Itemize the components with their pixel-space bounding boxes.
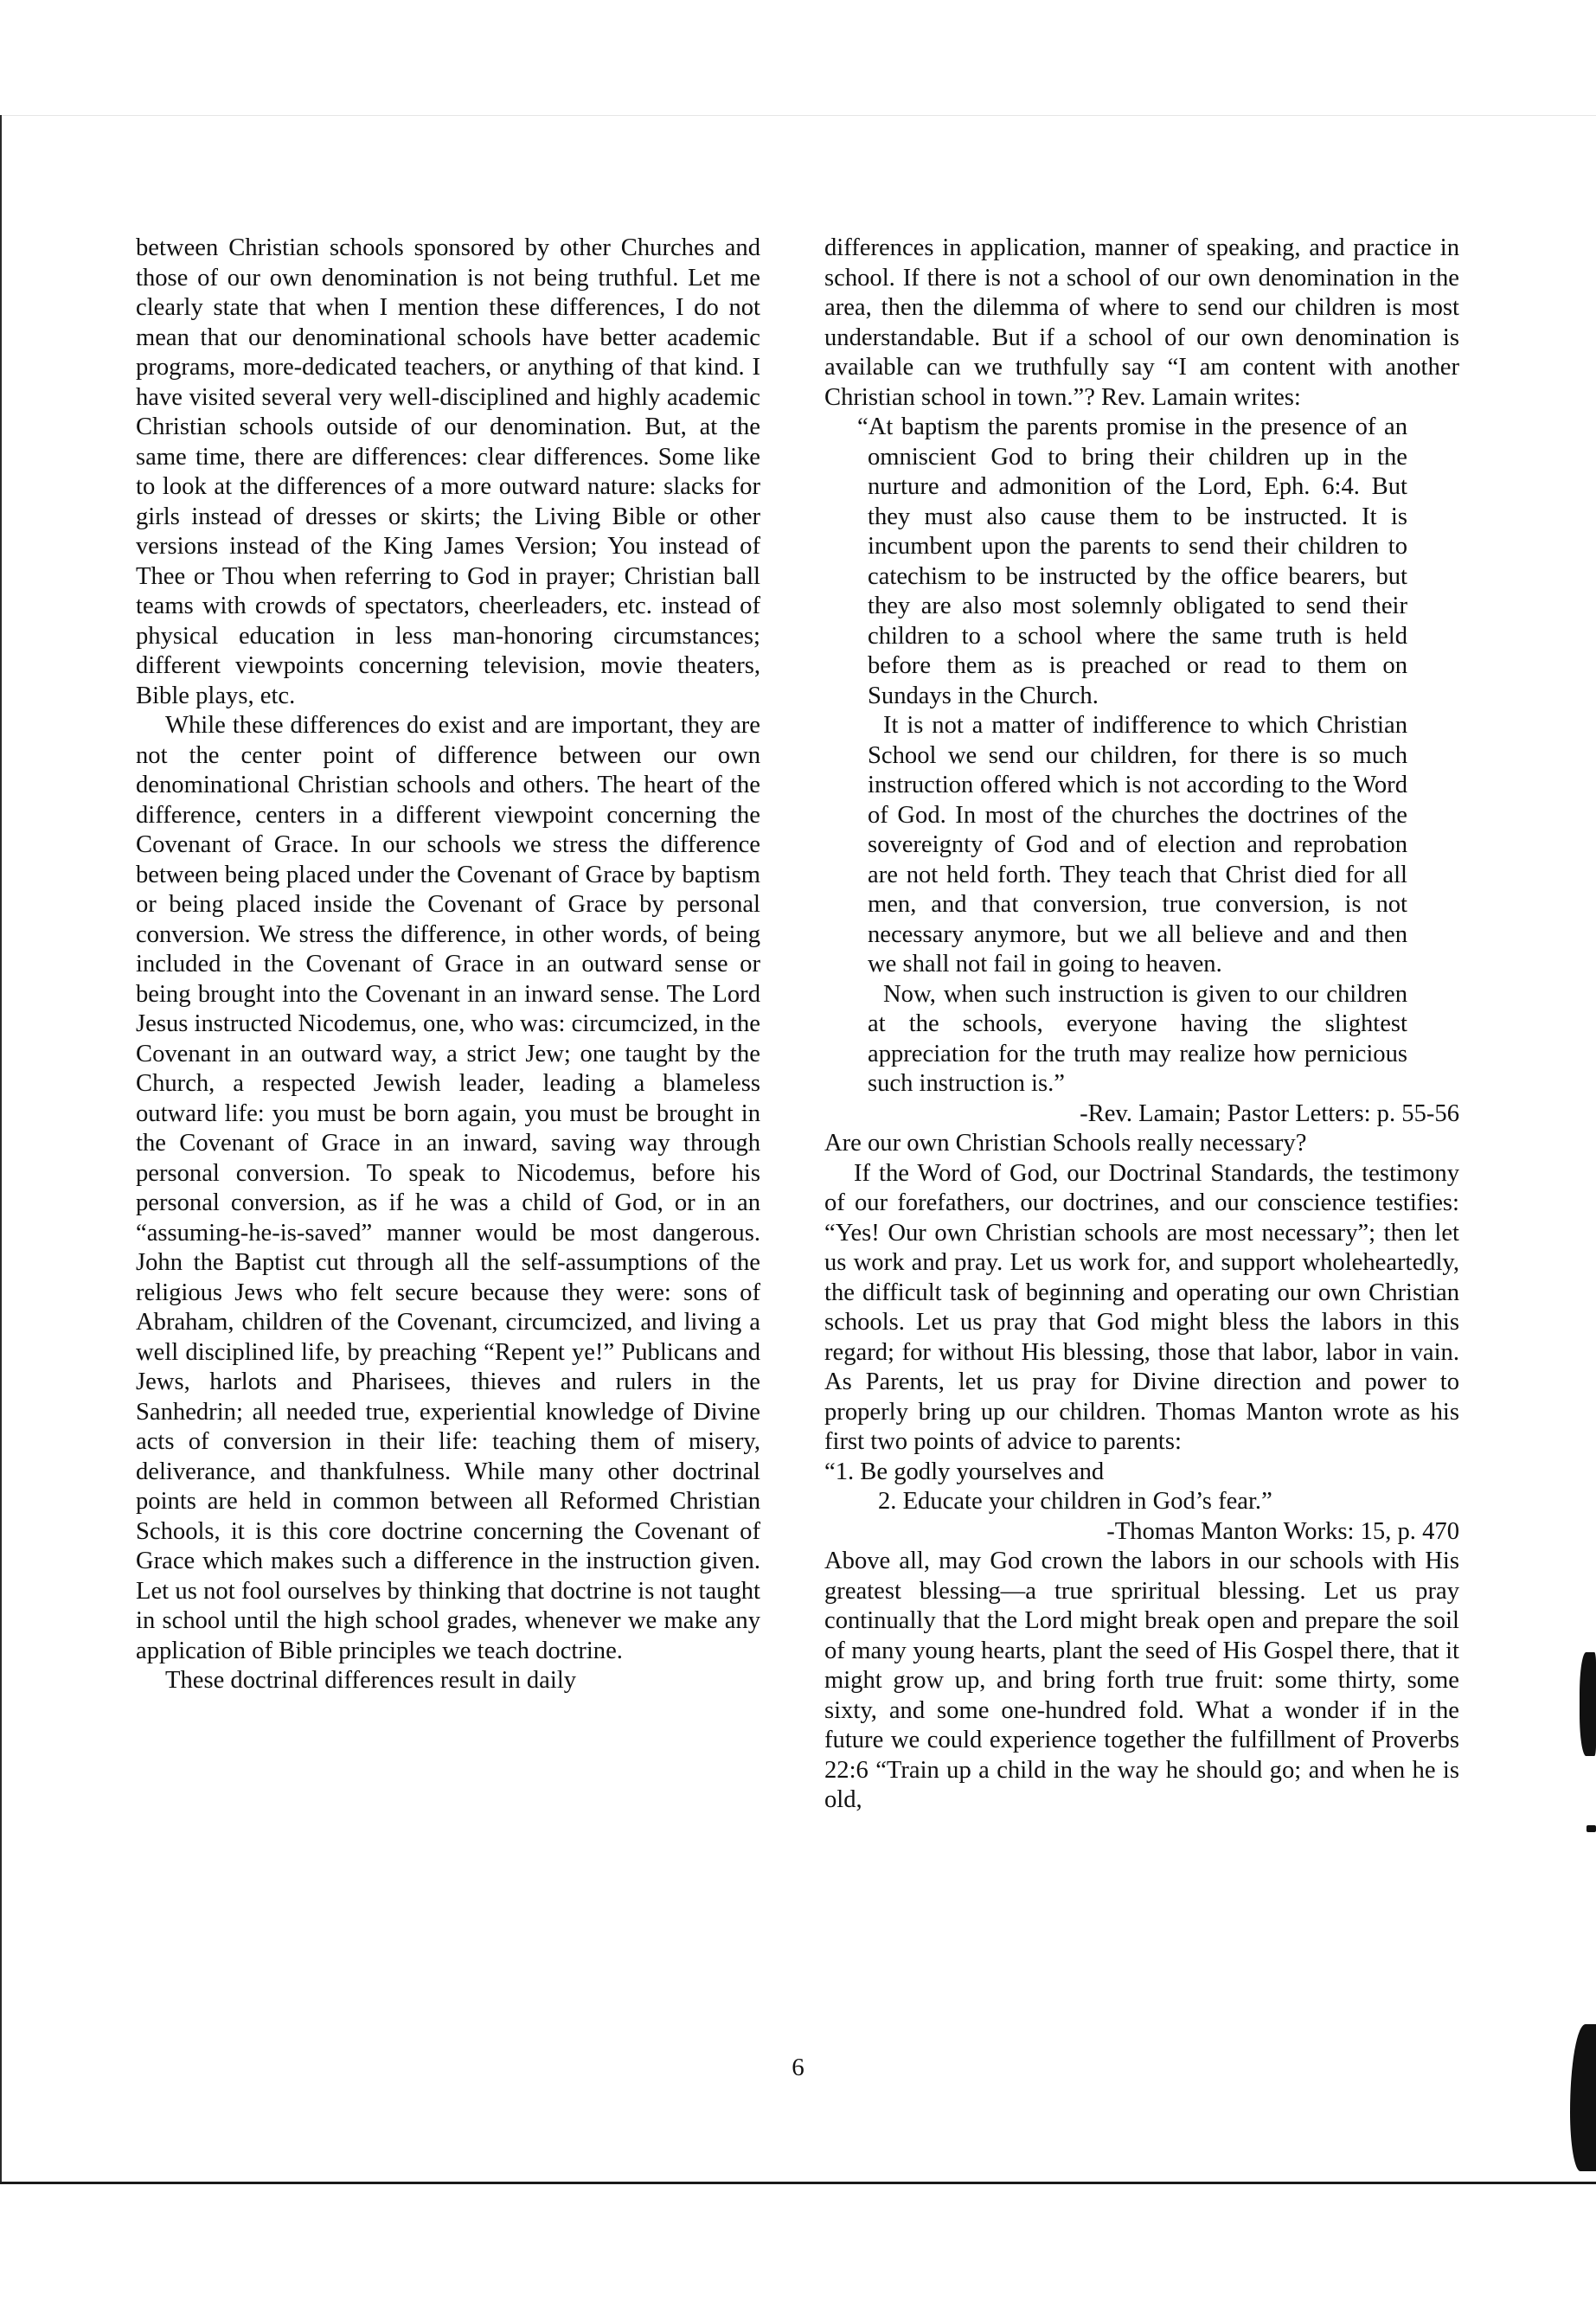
binding-mark (1580, 1652, 1596, 1756)
page-edge-top (0, 115, 1596, 116)
page-edge-left (0, 115, 2, 2182)
left-paragraph-2: While these differences do exist and are important, they are not the center point of difference between our own denominational Christian schools and others. The heart of the difference, centers in a different viewpoint concerning the Covenant of Grace. In our schools we stress the difference between being placed under the Covenant of Grace by baptism or being placed inside the Covenant of Grace by personal conversion. We stress the difference, in other words, of being included in the Covenant of Grace in an outward sense or being brought into the Covenant in an inward sense. The Lord Jesus instructed Nicodemus, one, who was: circumcized, in the Covenant in an outward way, a strict Jew; one taught by the Church, a respected Jewish leader, leading a blameless outward life: you must be born again, you must be brought in the Covenant of Grace in an inward, saving way through personal conversion. To speak to Nicodemus, before his personal conversion, as if he was a child of God, or in an “assuming-he-is-saved” manner would be most dangerous. John the Baptist cut through all the self-assumptions of the religious Jews who felt secure because they were: sons of Abraham, children of the Covenant, circumcized, and living a well disciplined life, by preaching “Repent ye!” Publicans and Jews, harlots and Pharisees, thieves and rulers in the Sanhedrin; all needed true, experiential knowledge of Divine acts of conversion in their life: teaching them of misery, deliverance, and thankfulness. While many other doctrinal points are held in common between all Reformed Christian Schools, it is this core doctrine concerning the Covenant of Grace which makes such a difference in the instruction given. Let us not fool ourselves by thinking that doctrine is not taught in school until the high school grades, whenever we make any application of Bible principles we teach doctrine. (136, 712, 760, 1664)
page-edge-bottom (0, 2182, 1596, 2184)
left-column (136, 234, 760, 1696)
quote-paragraph-2: It is not a matter of indifference to which Christian School we send our children, for there is so much instruction offered which is not according to the Word of God. In most of the churches the doctrines of the sovereignty of God and of election and reprobation are not held forth. They teach that Christ died for all men, and that conversion, true conversion, is not necessary anymore, but we all believe and and then we shall not fail in going to heaven. (868, 712, 1407, 977)
quote-paragraph-1: “At baptism the parents promise in the presence of an omniscient God to bring their children up in the nurture and admonition of the Lord, Eph. 6:4. But they must also cause them to be instructed. It is incumbent upon the parents to send their children to catechism to be instructed by the office bearers, but they are also most solemnly obligated to send their children to a school where the same truth is held before them as is preached or read to them on Sundays in the Church. (857, 413, 1407, 709)
section-question: Are our own Christian Schools really necessary? (824, 1130, 1307, 1157)
lamain-quote (857, 413, 1407, 1099)
scan-margin-top (0, 0, 1596, 115)
quote-paragraph-3: Now, when such instruction is given to our children at the schools, everyone having the slightest appreciation for the truth may realize how pernicious such instruction is.” (868, 980, 1407, 1097)
manton-citation: -Thomas Manton Works: 15, p. 470 (1106, 1517, 1459, 1545)
left-paragraph-3: These doctrinal differences result in daily (165, 1667, 577, 1694)
right-paragraph-2: If the Word of God, our Doctrinal Standards, the testimony of our forefathers, our doctrines, and our conscience testifies: “Yes! Our own Christian schools are most necessary”; then let us work and pray. Let us work for, and support wholeheartedly, the difficult task of beginning and operating our own Christian schools. Let us pray that God might bless the labors in this regard; for without His blessing, those that labor, labor in vain. As Parents, let us pray for Divine direction and power to properly bring up our children. Thomas Manton wrote as his first two points of advice to parents: (824, 1159, 1459, 1455)
binding-mark (1570, 2024, 1596, 2171)
right-column (824, 234, 1459, 1816)
binding-mark (1586, 1825, 1596, 1832)
right-paragraph-1: differences in application, manner of speaking, and practice in school. If there is not a school of our own denomination in the area, then the dilemma of where to send our children is most understandable. But if a school of our own denomination is available can we truthfully say “I am content with another Christian school in town.”? Rev. Lamain writes: (824, 234, 1459, 411)
advice-item-2: 2. Educate your children in God’s fear.” (878, 1488, 1272, 1515)
left-paragraph-1: between Christian schools sponsored by other Churches and those of our own denomination is not being truthful. Let me clearly state that when I mention these differences, I do not mean that our denominational schools have better academic programs, more-dedicated teachers, or anything of that kind. I have visited several very well-disciplined and highly academic Christian schools outside of our denomination. But, at the same time, there are differences: clear differences. Some like to look at the differences of a more outward nature: slacks for girls instead of dresses or skirts; the Living Bible or other versions instead of the King James Version; You instead of Thee or Thou when referring to God in prayer; Christian ball teams with crowds of spectators, cheerleaders, etc. instead of physical education in less man-honoring circumstances; different viewpoints concerning television, movie theaters, Bible plays, etc. (136, 234, 760, 709)
advice-item-1: “1. Be godly yourselves and (824, 1458, 1105, 1485)
page-number: 6 (792, 2054, 804, 2081)
right-paragraph-3: Above all, may God crown the labors in our schools with His greatest blessing—a true spriritual blessing. Let us pray continually that the Lord might break open and prepare the soil of many young hearts, plant the seed of His Gospel there, that it might grow up, and bring forth true fruit: some thirty, some sixty, and some one-hundred fold. What a wonder if in the future we could experience together the fulfillment of Proverbs 22:6 “Train up a child in the way he should go; and when he is old, (824, 1548, 1459, 1813)
lamain-citation: -Rev. Lamain; Pastor Letters: p. 55-56 (1080, 1099, 1459, 1127)
